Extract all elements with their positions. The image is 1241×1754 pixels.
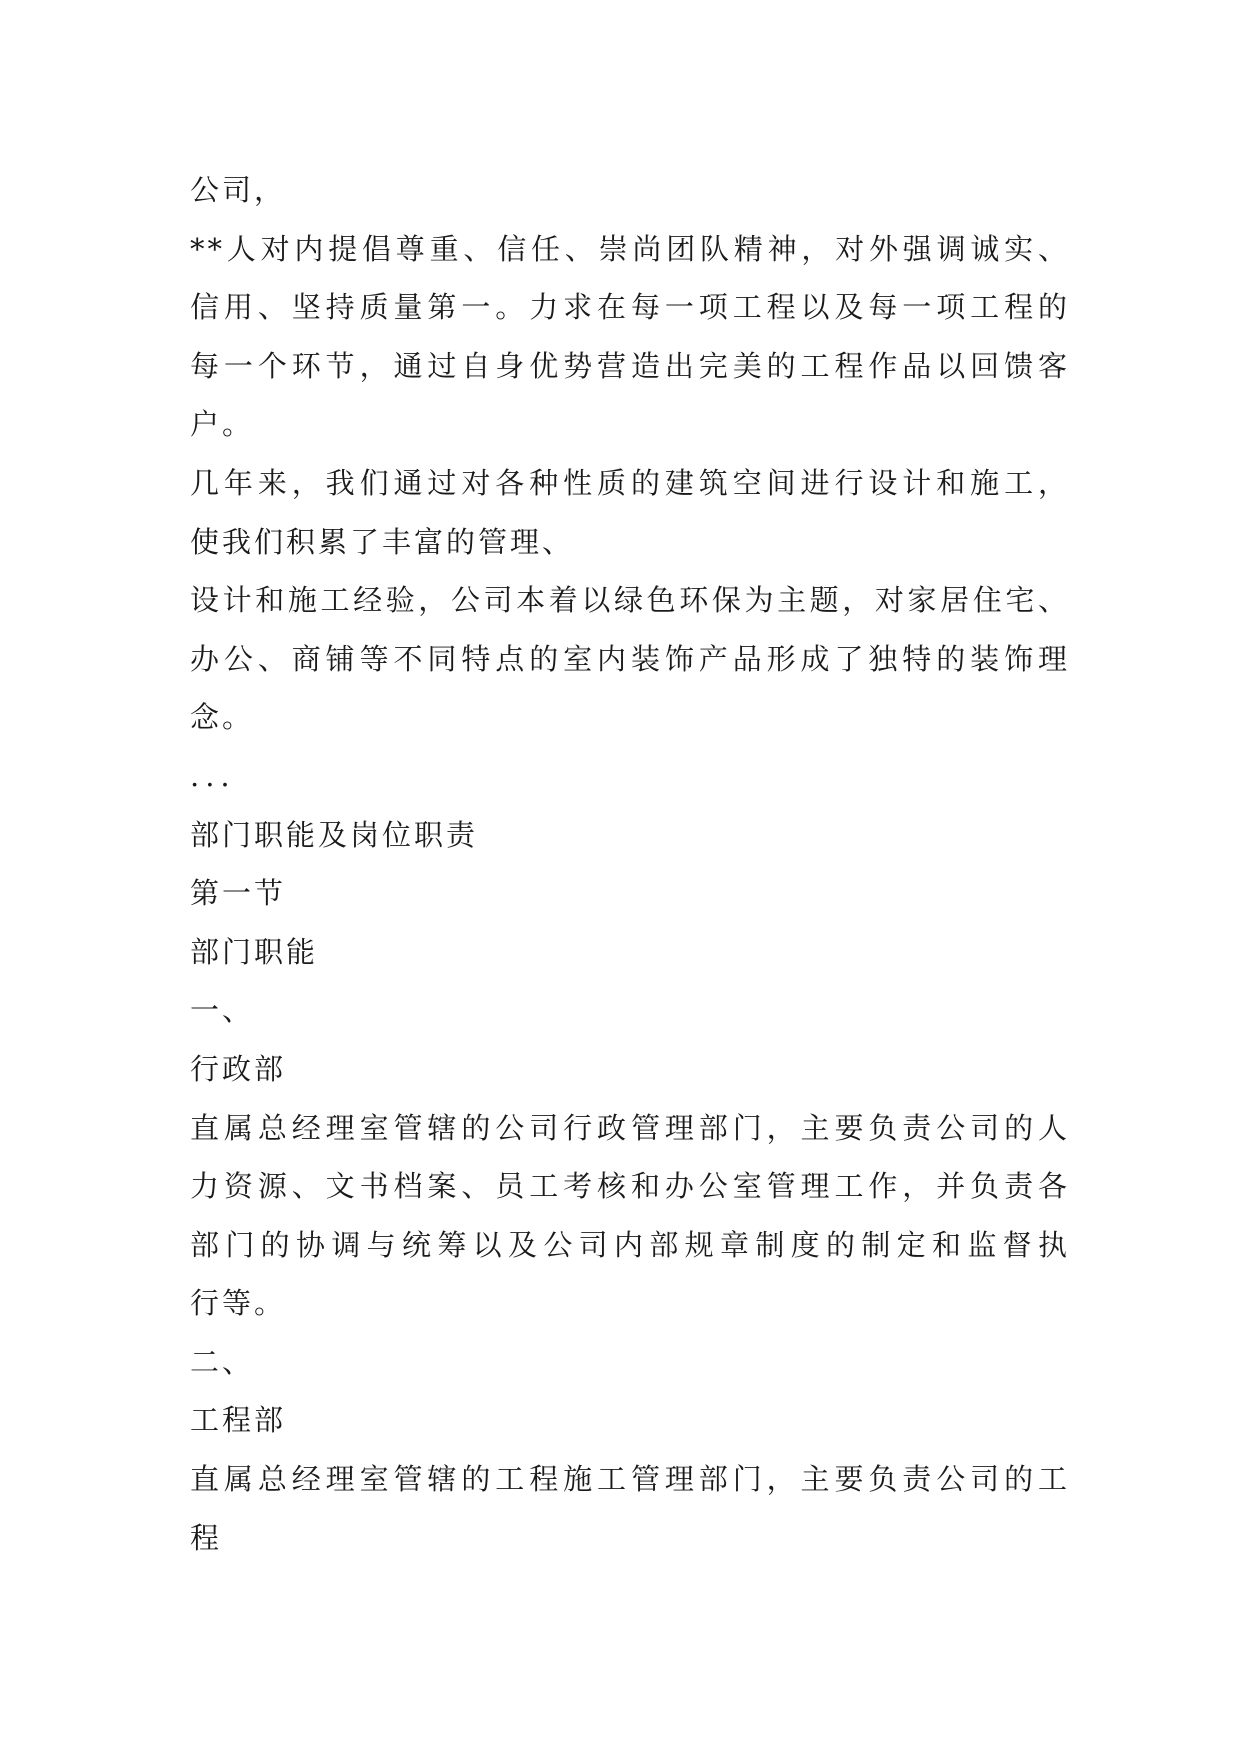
text-line: 每一个环节，通过自身优势营造出完美的工程作品以回馈客 [190, 348, 1070, 383]
section-heading: 部门职能及岗位职责 [190, 817, 479, 852]
text-line: 户。 [190, 407, 255, 442]
subsection-heading: 部门职能 [190, 934, 319, 969]
ellipsis-line: ... [190, 758, 236, 793]
text-line: 公司， [190, 173, 287, 207]
text-line: 念。 [190, 700, 255, 735]
text-line: 力资源、文书档案、员工考核和办公室管理工作，并负责各 [190, 1169, 1070, 1204]
text-line: 行等。 [190, 1286, 287, 1321]
text-line: 部门的协调与统筹以及公司内部规章制度的制定和监督执 [190, 1227, 1070, 1262]
text-line: **人对内提倡尊重、信任、崇尚团队精神，对外强调诚实、 [190, 231, 1070, 266]
text-line: 信用、坚持质量第一。力求在每一项工程以及每一项工程的 [190, 290, 1070, 325]
text-line: 直属总经理室管辖的工程施工管理部门，主要负责公司的工 [190, 1462, 1070, 1497]
section-number: 第一节 [190, 876, 287, 911]
department-title: 行政部 [190, 1051, 287, 1086]
text-line: 几年来，我们通过对各种性质的建筑空间进行设计和施工， [190, 465, 1070, 500]
list-number: 一、 [190, 993, 255, 1028]
department-title: 工程部 [190, 1403, 287, 1438]
text-line: 使我们积累了丰富的管理、 [190, 524, 575, 559]
document-body [190, 161, 1070, 1567]
text-line: 办公、商铺等不同特点的室内装饰产品形成了独特的装饰理 [190, 641, 1070, 676]
text-line: 直属总经理室管辖的公司行政管理部门，主要负责公司的人 [190, 1110, 1070, 1145]
text-line: 程 [190, 1520, 223, 1555]
list-number: 二、 [190, 1344, 255, 1379]
text-line: 设计和施工经验，公司本着以绿色环保为主题，对家居住宅、 [190, 583, 1070, 618]
